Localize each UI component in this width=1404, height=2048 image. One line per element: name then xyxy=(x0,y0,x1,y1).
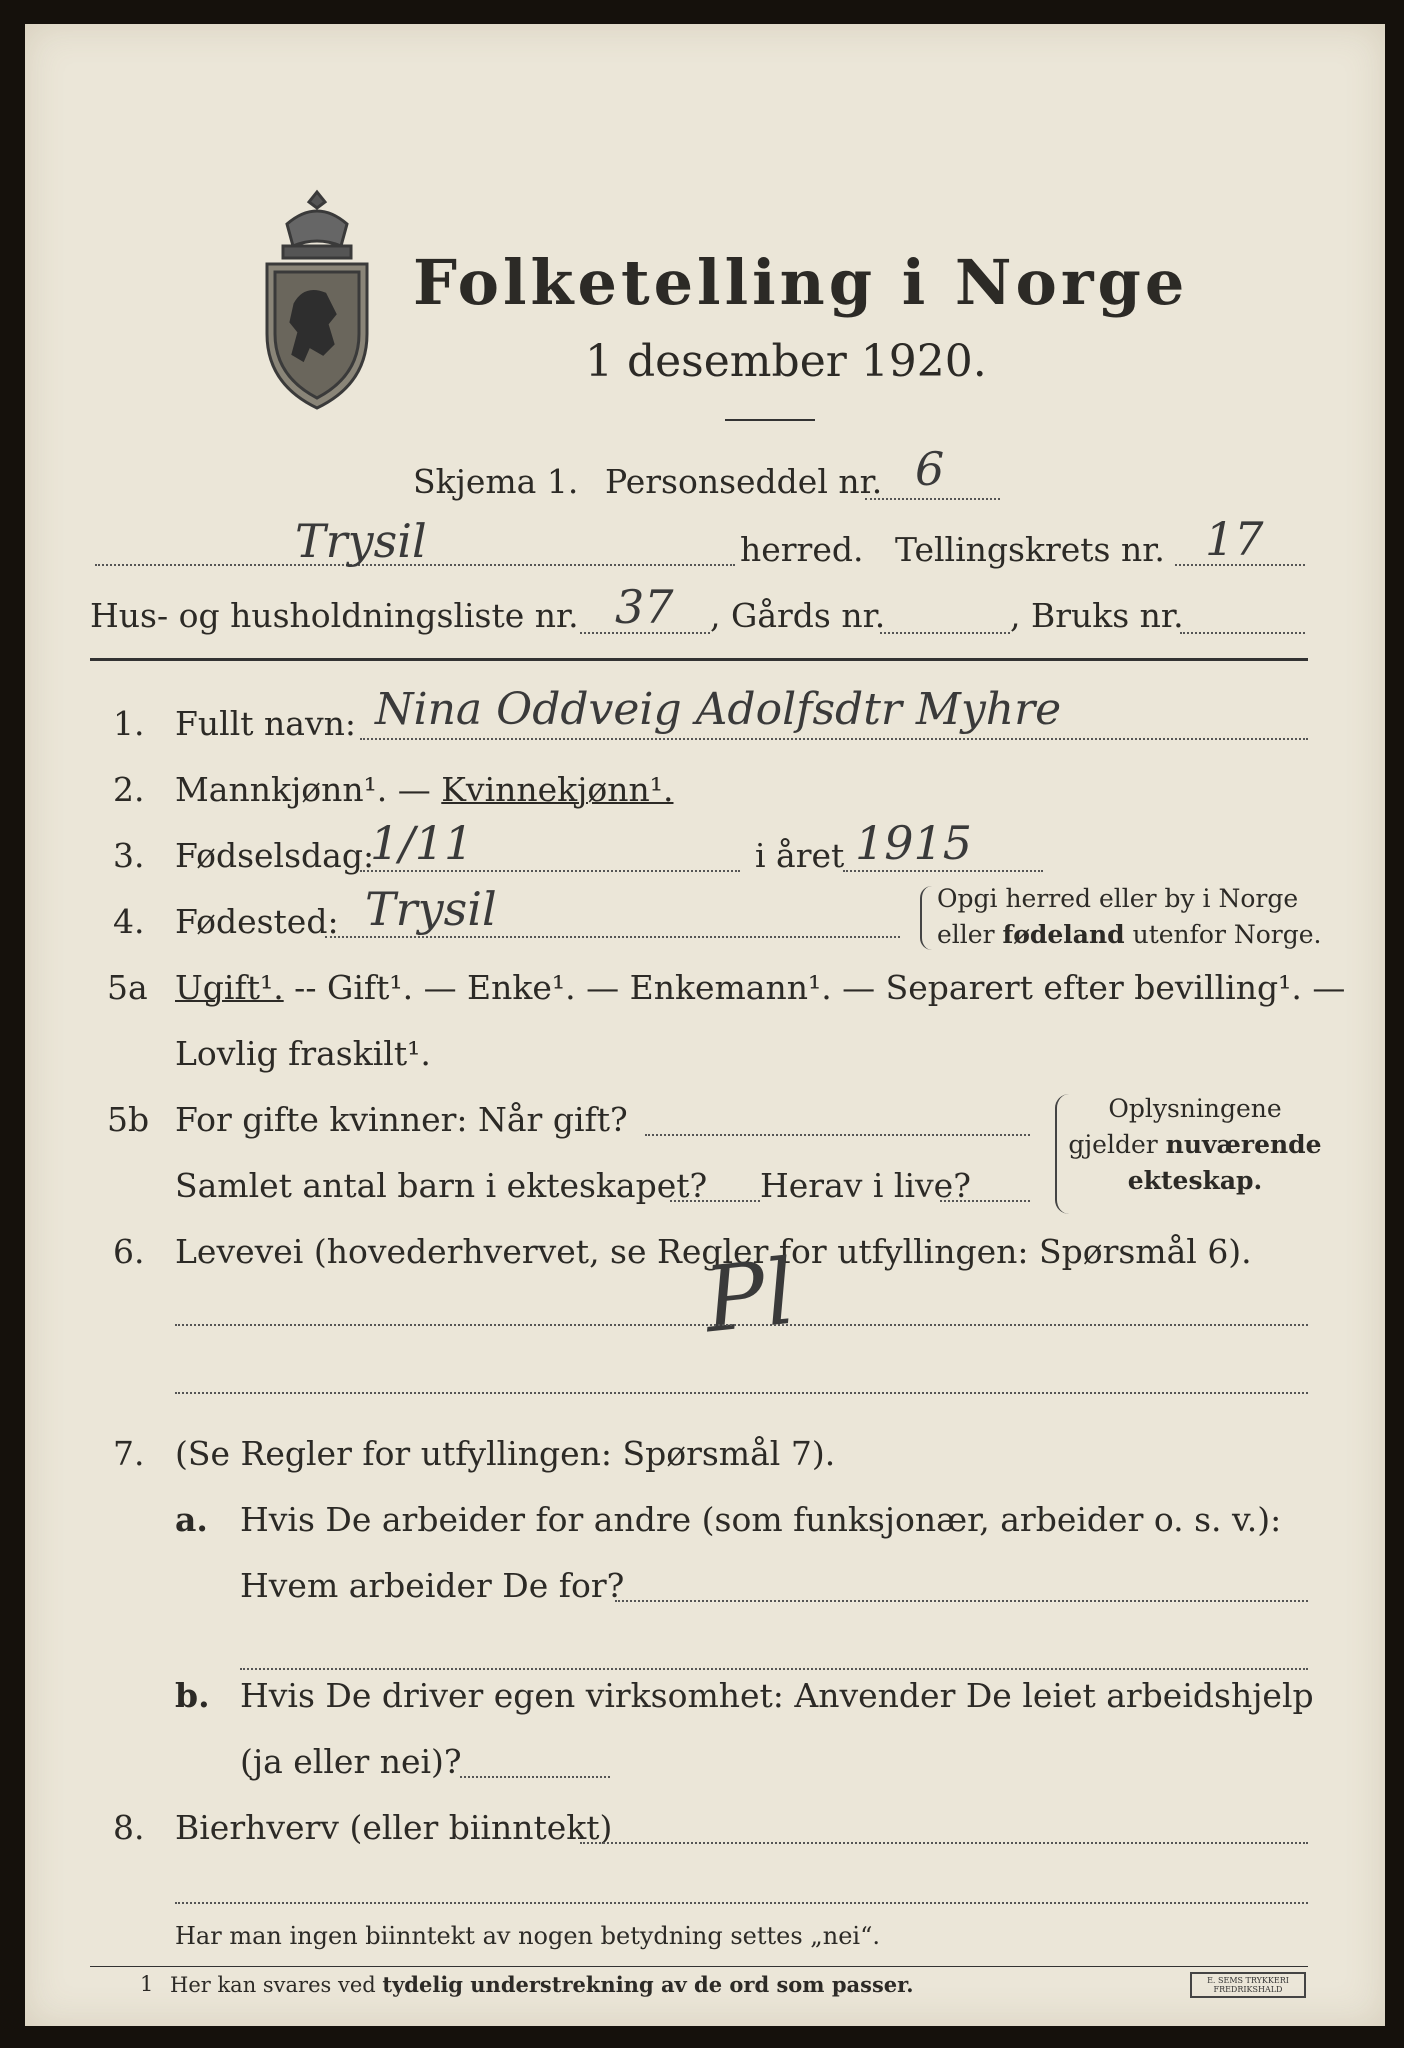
ugift-option[interactable]: Ugift¹. xyxy=(175,968,284,1007)
q7a-question: Hvis De arbeider for andre (som funksjonær, arbeider o. s. v.): xyxy=(240,1500,1282,1539)
printer-stamp: E. SEMS TRYKKERI FREDRIKSHALD xyxy=(1190,1972,1306,1998)
census-form-sheet xyxy=(25,24,1385,2026)
footer-note: Har man ingen biinntekt av nogen betydning settes „nei“. xyxy=(175,1922,880,1950)
children-alive-label: Herav i live? xyxy=(760,1166,971,1205)
herred-label: herred. xyxy=(740,530,864,569)
side-income-field[interactable] xyxy=(580,1842,1308,1844)
full-name-field[interactable] xyxy=(360,738,1308,740)
q3-number: 3. xyxy=(113,836,145,875)
full-name-value: Nina Oddveig Adolfsdtr Myhre xyxy=(375,684,1062,735)
footnote-mark: 1 xyxy=(140,1972,154,1996)
q7-label: (Se Regler for utfyllingen: Spørsmål 7). xyxy=(175,1434,836,1473)
q5b-note-line2: gjelder nuværende xyxy=(1068,1130,1322,1159)
herred-value: Trysil xyxy=(295,514,427,568)
form-title: Folketelling i Norge xyxy=(413,246,1189,319)
q5b-note-line3: ekteskap. xyxy=(1127,1166,1263,1195)
q5b-number: 5b xyxy=(107,1100,150,1139)
hired-help-field[interactable] xyxy=(460,1776,610,1778)
q5a-number: 5a xyxy=(107,968,148,1007)
footnote-text: Her kan svares ved tydelig understrekning av de ord som passer. xyxy=(170,1972,914,1997)
occupation-value: Pl xyxy=(699,1239,800,1354)
birth-year-value: 1915 xyxy=(855,816,973,870)
q6-label: Levevei (hovederhvervet, se Regler for utfyllingen: Spørsmål 6). xyxy=(175,1232,1252,1271)
personseddel-field[interactable] xyxy=(865,498,1000,500)
birthplace-value: Trysil xyxy=(365,882,497,936)
bruks-label: , Bruks nr. xyxy=(1010,596,1184,635)
birthplace-field[interactable] xyxy=(325,936,900,938)
marital-status-options xyxy=(175,968,1345,1007)
children-total-field[interactable] xyxy=(670,1200,760,1202)
q5b-married-label: For gifte kvinner: Når gift? xyxy=(175,1100,628,1139)
children-total-label: Samlet antal barn i ekteskapet? xyxy=(175,1166,708,1205)
kvinnekjonn-option[interactable]: Kvinnekjønn¹. xyxy=(441,770,674,809)
q1-label: Fullt navn: xyxy=(175,704,356,743)
coat-of-arms-icon xyxy=(247,184,387,414)
q7-number: 7. xyxy=(113,1434,145,1473)
tellingskrets-label: Tellingskrets nr. xyxy=(895,530,1165,569)
birthdate-value: 1/11 xyxy=(370,816,474,870)
skjema-label: Skjema 1. xyxy=(413,462,579,501)
q7b-hired-help-label: (ja eller nei)? xyxy=(240,1742,462,1781)
q4-number: 4. xyxy=(113,902,145,941)
q7b-question: Hvis De driver egen virksomhet: Anvender De leiet arbeidshjelp xyxy=(240,1676,1314,1715)
q2-options xyxy=(175,770,674,809)
title-divider xyxy=(725,419,815,421)
bruks-field[interactable] xyxy=(1180,632,1305,634)
q1-number: 1. xyxy=(113,704,145,743)
q8-label: Bierhverv (eller biinntekt) xyxy=(175,1808,613,1847)
occupation-field-2[interactable] xyxy=(175,1392,1308,1394)
q7b-letter: b. xyxy=(175,1676,210,1715)
mannkjonn-option[interactable]: Mannkjønn¹. — xyxy=(175,770,442,809)
employer-field-2[interactable] xyxy=(240,1668,1308,1670)
personseddel-value: 6 xyxy=(915,442,945,496)
census-date: 1 desember 1920. xyxy=(585,336,987,387)
gards-field[interactable] xyxy=(880,632,1010,634)
occupation-field[interactable] xyxy=(175,1324,1308,1326)
q4-label: Fødested: xyxy=(175,902,339,941)
gards-label: , Gårds nr. xyxy=(710,596,886,635)
year-label: i året xyxy=(755,836,845,875)
q7a-employer-label: Hvem arbeider De for? xyxy=(240,1566,625,1605)
personseddel-label: Personseddel nr. xyxy=(605,462,883,501)
header-divider xyxy=(90,658,1308,661)
q7a-letter: a. xyxy=(175,1500,208,1539)
fraskilt-option[interactable]: Lovlig fraskilt¹. xyxy=(175,1034,431,1073)
employer-field[interactable] xyxy=(615,1600,1308,1602)
hus-label: Hus- og husholdningsliste nr. xyxy=(90,596,579,635)
tellingskrets-value: 17 xyxy=(1205,512,1264,566)
q3-label: Fødselsdag: xyxy=(175,836,375,875)
side-income-field-2[interactable] xyxy=(175,1902,1308,1904)
q8-number: 8. xyxy=(113,1808,145,1847)
other-marital-options[interactable]: -- Gift¹. — Enke¹. — Enkemann¹. — Separert efter bevilling¹. — xyxy=(283,968,1346,1007)
birthdate-field[interactable] xyxy=(360,870,740,872)
birth-year-field[interactable] xyxy=(843,870,1043,872)
footer-divider xyxy=(90,1966,1308,1967)
q4-note-line1: Opgi herred eller by i Norge xyxy=(937,884,1299,913)
married-date-field[interactable] xyxy=(645,1134,1030,1136)
q5b-note-line1: Oplysningene xyxy=(1108,1094,1282,1123)
q6-number: 6. xyxy=(113,1232,145,1271)
q2-number: 2. xyxy=(113,770,145,809)
hus-value: 37 xyxy=(615,580,674,634)
q4-note-bracket xyxy=(920,886,932,950)
q4-note-line2: eller fødeland utenfor Norge. xyxy=(937,920,1322,949)
children-alive-field[interactable] xyxy=(940,1200,1030,1202)
